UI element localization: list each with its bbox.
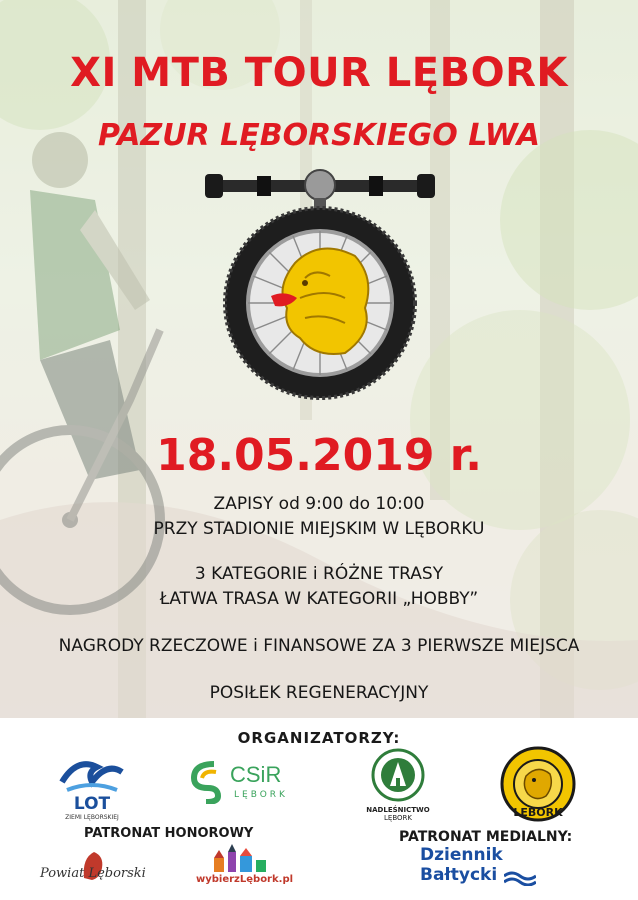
bike-wheel-lion-emblem: [205, 168, 435, 408]
wybierz-name: wybierzLębork.pl: [196, 874, 294, 885]
powiat-leborski-logo[interactable]: [40, 848, 150, 888]
hobby-route-info: ŁATWA TRASA W KATEGORII „HOBBY”: [159, 589, 479, 609]
zkm-name: LĘBORK: [513, 806, 563, 819]
zkm-lebork-logo[interactable]: [496, 746, 580, 826]
meal-info: POSIŁEK REGENERACYJNY: [209, 683, 429, 703]
registration-place: PRZY STADIONIE MIEJSKIM W LĘBORKU: [153, 519, 485, 539]
wybierz-lebork-logo[interactable]: [196, 844, 294, 890]
dziennik-baltycki-logo[interactable]: [420, 846, 540, 892]
registration-time: ZAPISY od 9:00 do 10:00: [213, 494, 425, 514]
lot-name: LOT: [73, 794, 111, 814]
nadlesnictwo-sub: LĘBORK: [384, 814, 412, 822]
dziennik-wave-icon: [504, 870, 536, 886]
prizes-info: NAGRODY RZECZOWE i FINANSOWE ZA 3 PIERWSZE MIEJSCA: [58, 636, 580, 656]
event-date: 18.05.2019 r.: [156, 430, 482, 481]
nadlesnictwo-name: NADLEŚNICTWO: [366, 806, 430, 814]
csir-logo[interactable]: [186, 758, 306, 808]
csir-swirl-icon: [186, 758, 226, 804]
nadlesnictwo-logo[interactable]: [358, 748, 438, 826]
town-skyline-icon: [210, 844, 270, 874]
lot-wave-icon: [52, 752, 132, 796]
lot-sub: ZIEMI LĘBORSKIEJ: [65, 814, 119, 821]
csir-name: CSiR: [230, 762, 282, 787]
organizers-heading: ORGANIZATORZY:: [237, 729, 401, 747]
lasy-panstwowe-emblem-icon: [358, 748, 438, 802]
powiat-name: Powiat Lęborski: [40, 866, 146, 881]
event-subtitle: PAZUR LĘBORSKIEGO LWA: [97, 118, 541, 153]
event-title: XI MTB TOUR LĘBORK: [70, 50, 568, 96]
dziennik-line1: Dziennik: [420, 845, 503, 865]
media-patronage-heading: PATRONAT MEDIALNY:: [399, 829, 573, 845]
lot-logo[interactable]: [52, 752, 132, 820]
dziennik-line2: Bałtycki: [420, 865, 498, 885]
honorary-patronage-heading: PATRONAT HONOROWY: [84, 826, 254, 841]
categories-info: 3 KATEGORIE i RÓŻNE TRASY: [194, 564, 444, 584]
csir-sub: LĘBORK: [234, 790, 288, 800]
